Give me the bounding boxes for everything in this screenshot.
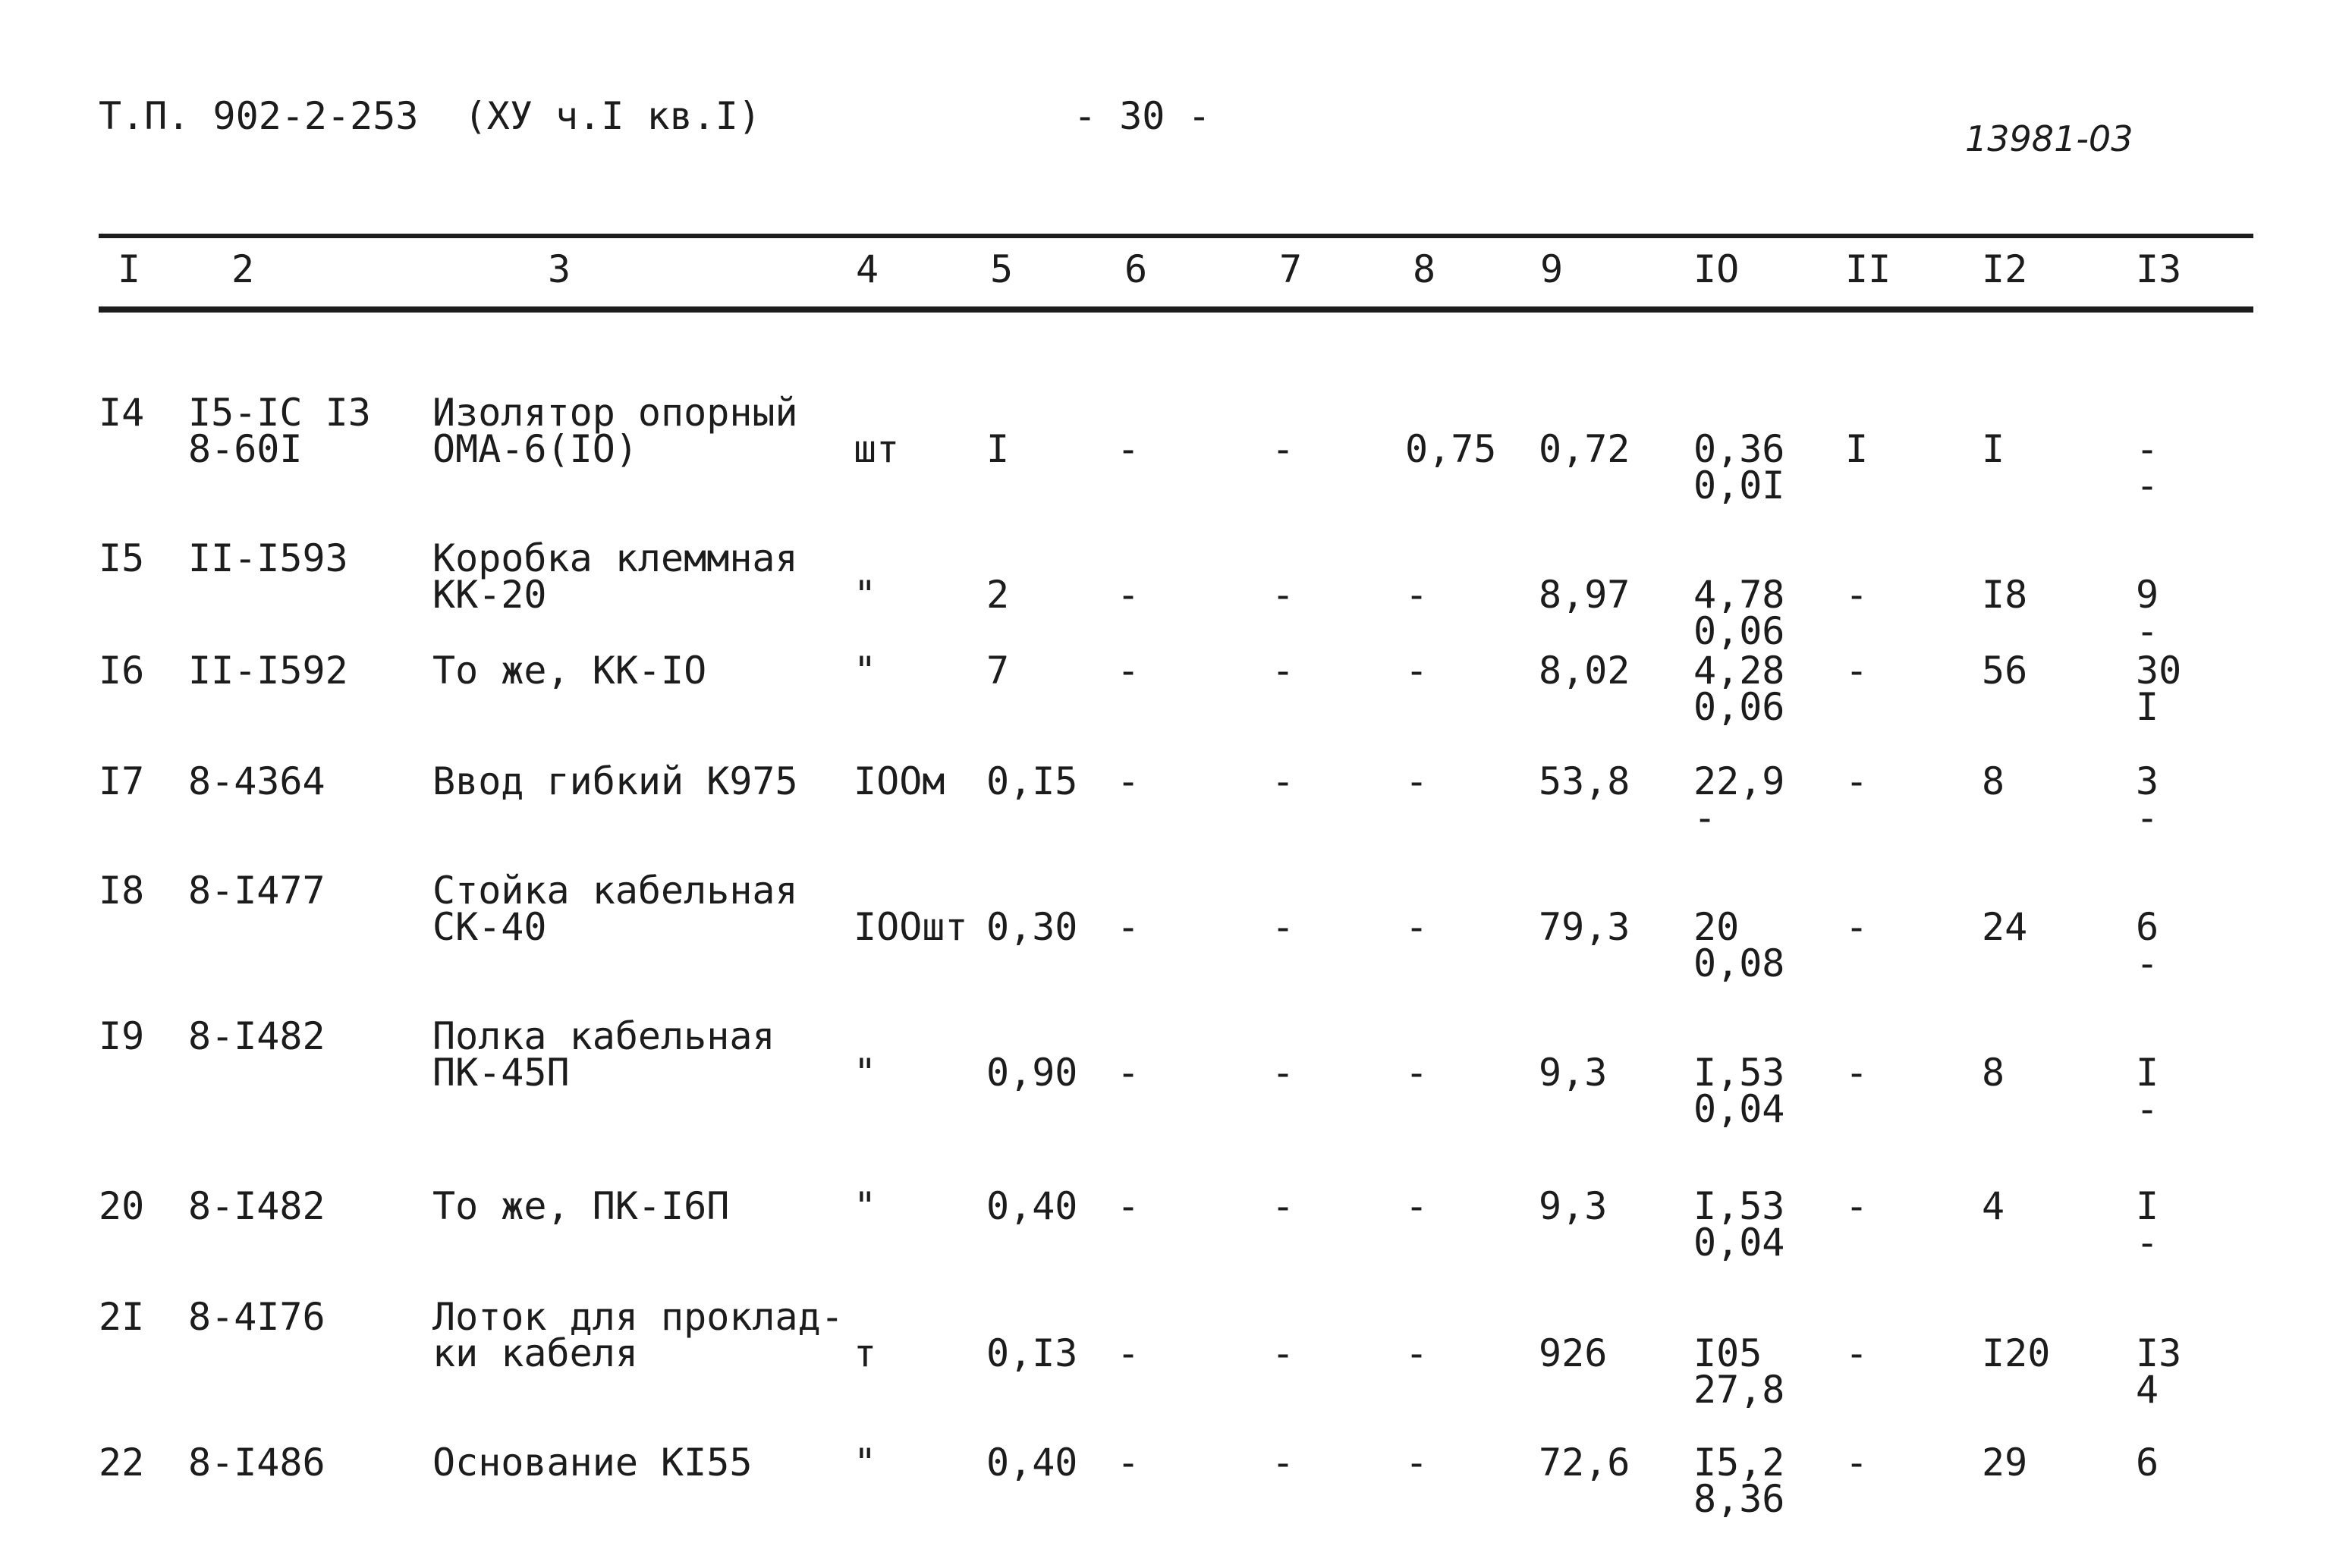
cell-col-8: - xyxy=(1405,573,1429,617)
cell-col-11: - xyxy=(1845,1051,1869,1095)
column-number-5: 5 xyxy=(990,247,1014,291)
cell-col-6: - xyxy=(1117,759,1140,803)
column-number-1: I xyxy=(118,247,141,291)
cell-col-11: I xyxy=(1845,427,1869,471)
cell-col-6: - xyxy=(1117,573,1140,617)
cell-col-12: I8 xyxy=(1982,573,2028,617)
cell-position: I7 xyxy=(99,759,145,803)
cell-unit: " xyxy=(854,1051,877,1095)
cell-unit: IООшт xyxy=(854,905,968,949)
cell-col-11: - xyxy=(1845,1184,1869,1228)
cell-col-7: - xyxy=(1272,573,1295,617)
cell-col-7: - xyxy=(1272,1184,1295,1228)
cell-col-10: 22,9 - xyxy=(1693,759,1785,840)
cell-col-7: - xyxy=(1272,1051,1295,1095)
cell-col-9: 0,72 xyxy=(1539,427,1630,471)
cell-col-6: - xyxy=(1117,649,1140,693)
cell-col-6: - xyxy=(1117,1331,1140,1375)
page-number: - 30 - xyxy=(1074,94,1211,138)
cell-unit: " xyxy=(854,1441,877,1485)
cell-col-13: I - xyxy=(2136,1184,2159,1265)
column-number-13: I3 xyxy=(2136,247,2182,291)
cell-col-8: - xyxy=(1405,1184,1429,1228)
cell-quantity: 2 xyxy=(986,573,1010,617)
cell-col-7: - xyxy=(1272,427,1295,471)
cell-position: I9 xyxy=(99,1014,145,1058)
cell-quantity: 0,90 xyxy=(986,1051,1078,1095)
cell-description: То же, КК-IО xyxy=(432,649,707,693)
cell-unit: " xyxy=(854,649,877,693)
cell-col-13: 30 I xyxy=(2136,649,2182,729)
cell-col-9: 8,97 xyxy=(1539,573,1630,617)
cell-col-13: 9 - xyxy=(2136,573,2159,653)
column-number-8: 8 xyxy=(1413,247,1436,291)
cell-col-13: 6 - xyxy=(2136,905,2159,985)
cell-unit: шт xyxy=(854,427,900,471)
cell-col-13: I - xyxy=(2136,1051,2159,1131)
cell-col-9: 9,3 xyxy=(1539,1051,1608,1095)
cell-position: 2I xyxy=(99,1295,145,1339)
cell-col-10: I,53 0,04 xyxy=(1693,1051,1785,1131)
cell-col-8: - xyxy=(1405,759,1429,803)
cell-description: Ввод гибкий К975 xyxy=(432,759,798,803)
cell-col-11: - xyxy=(1845,1441,1869,1485)
cell-col-7: - xyxy=(1272,649,1295,693)
cell-col-11: - xyxy=(1845,649,1869,693)
table-row xyxy=(0,1184,2330,1302)
cell-col-12: I20 xyxy=(1982,1331,2051,1375)
cell-col-12: 8 xyxy=(1982,1051,2005,1095)
cell-description: Стойка кабельная СК-40 xyxy=(432,869,798,949)
cell-description: То же, ПК-I6П xyxy=(432,1184,730,1228)
cell-col-6: - xyxy=(1117,1441,1140,1485)
document-reference: Т.П. 902-2-253 (ХУ ч.I кв.I) xyxy=(99,94,761,138)
column-number-2: 2 xyxy=(231,247,255,291)
cell-quantity: 0,30 xyxy=(986,905,1078,949)
cell-col-6: - xyxy=(1117,427,1140,471)
cell-col-9: 8,02 xyxy=(1539,649,1630,693)
cell-col-6: - xyxy=(1117,1051,1140,1095)
cell-col-9: 72,6 xyxy=(1539,1441,1630,1485)
cell-col-7: - xyxy=(1272,1331,1295,1375)
cell-col-12: 4 xyxy=(1982,1184,2005,1228)
table-row xyxy=(0,869,2330,986)
cell-price-code: 8-4364 xyxy=(188,759,325,803)
cell-col-9: 53,8 xyxy=(1539,759,1630,803)
cell-description: Лоток для проклад- ки кабеля xyxy=(432,1295,844,1375)
cell-col-13: I3 4 xyxy=(2136,1331,2182,1412)
table-header-rule xyxy=(99,306,2253,313)
cell-quantity: 7 xyxy=(986,649,1010,693)
cell-description: Коробка клеммная КК-20 xyxy=(432,536,798,617)
column-number-12: I2 xyxy=(1982,247,2028,291)
cell-col-8: - xyxy=(1405,1331,1429,1375)
cell-position: I8 xyxy=(99,869,145,913)
cell-price-code: 8-I486 xyxy=(188,1441,325,1485)
cell-quantity: 0,40 xyxy=(986,1441,1078,1485)
cell-col-10: I5,2 8,36 xyxy=(1693,1441,1785,1521)
cell-unit: " xyxy=(854,573,877,617)
cell-unit: IООм xyxy=(854,759,945,803)
cell-description: Полка кабельная ПК-45П xyxy=(432,1014,775,1095)
cell-col-11: - xyxy=(1845,759,1869,803)
column-number-7: 7 xyxy=(1279,247,1303,291)
cell-col-12: 24 xyxy=(1982,905,2028,949)
cell-col-12: 56 xyxy=(1982,649,2028,693)
table-row xyxy=(0,1441,2330,1558)
cell-position: 22 xyxy=(99,1441,145,1485)
column-number-4: 4 xyxy=(856,247,879,291)
cell-col-8: - xyxy=(1405,1441,1429,1485)
cell-col-6: - xyxy=(1117,1184,1140,1228)
column-number-9: 9 xyxy=(1540,247,1564,291)
cell-unit: " xyxy=(854,1184,877,1228)
cell-price-code: 8-I477 xyxy=(188,869,325,913)
cell-price-code: I5-IC I3 8-60I xyxy=(188,391,371,471)
cell-position: I5 xyxy=(99,536,145,580)
table-top-rule xyxy=(99,234,2253,238)
cell-unit: т xyxy=(854,1331,877,1375)
cell-col-9: 9,3 xyxy=(1539,1184,1608,1228)
cell-quantity: 0,40 xyxy=(986,1184,1078,1228)
column-number-11: II xyxy=(1845,247,1891,291)
cell-col-12: I xyxy=(1982,427,2005,471)
cell-col-11: - xyxy=(1845,905,1869,949)
cell-col-9: 79,3 xyxy=(1539,905,1630,949)
cell-position: I4 xyxy=(99,391,145,435)
table-row xyxy=(0,649,2330,766)
cell-col-7: - xyxy=(1272,905,1295,949)
cell-col-10: 4,78 0,06 xyxy=(1693,573,1785,653)
cell-col-8: - xyxy=(1405,1051,1429,1095)
cell-col-6: - xyxy=(1117,905,1140,949)
cell-position: I6 xyxy=(99,649,145,693)
cell-col-10: 20 0,08 xyxy=(1693,905,1785,985)
cell-price-code: 8-I482 xyxy=(188,1014,325,1058)
column-number-6: 6 xyxy=(1124,247,1148,291)
cell-price-code: II-I592 xyxy=(188,649,348,693)
cell-col-13: 3 - xyxy=(2136,759,2159,840)
column-number-3: 3 xyxy=(548,247,571,291)
cell-col-9: 926 xyxy=(1539,1331,1608,1375)
table-row xyxy=(0,1014,2330,1132)
cell-description: Основание КI55 xyxy=(432,1441,753,1485)
cell-col-12: 8 xyxy=(1982,759,2005,803)
table-row xyxy=(0,391,2330,508)
cell-col-11: - xyxy=(1845,1331,1869,1375)
cell-col-13: - - xyxy=(2136,427,2159,507)
table-row xyxy=(0,536,2330,654)
cell-col-10: I05 27,8 xyxy=(1693,1331,1785,1412)
cell-col-8: - xyxy=(1405,649,1429,693)
cell-col-10: 0,36 0,0I xyxy=(1693,427,1785,507)
cell-col-11: - xyxy=(1845,573,1869,617)
cell-col-10: I,53 0,04 xyxy=(1693,1184,1785,1265)
table-row xyxy=(0,759,2330,877)
cell-description: Изолятор опорный ОМА-6(IО) xyxy=(432,391,798,471)
cell-price-code: II-I593 xyxy=(188,536,348,580)
cell-position: 20 xyxy=(99,1184,145,1228)
cell-quantity: 0,I5 xyxy=(986,759,1078,803)
cell-price-code: 8-4I76 xyxy=(188,1295,325,1339)
cell-quantity: 0,I3 xyxy=(986,1331,1078,1375)
cell-col-10: 4,28 0,06 xyxy=(1693,649,1785,729)
cell-col-12: 29 xyxy=(1982,1441,2028,1485)
cell-col-7: - xyxy=(1272,1441,1295,1485)
table-row xyxy=(0,1295,2330,1412)
cell-col-13: 6 xyxy=(2136,1441,2159,1485)
archive-number: 13981-03 xyxy=(1965,118,2133,159)
cell-quantity: I xyxy=(986,427,1010,471)
cell-col-8: - xyxy=(1405,905,1429,949)
cell-col-7: - xyxy=(1272,759,1295,803)
column-number-10: IO xyxy=(1693,247,1740,291)
cell-price-code: 8-I482 xyxy=(188,1184,325,1228)
cell-col-8: 0,75 xyxy=(1405,427,1497,471)
